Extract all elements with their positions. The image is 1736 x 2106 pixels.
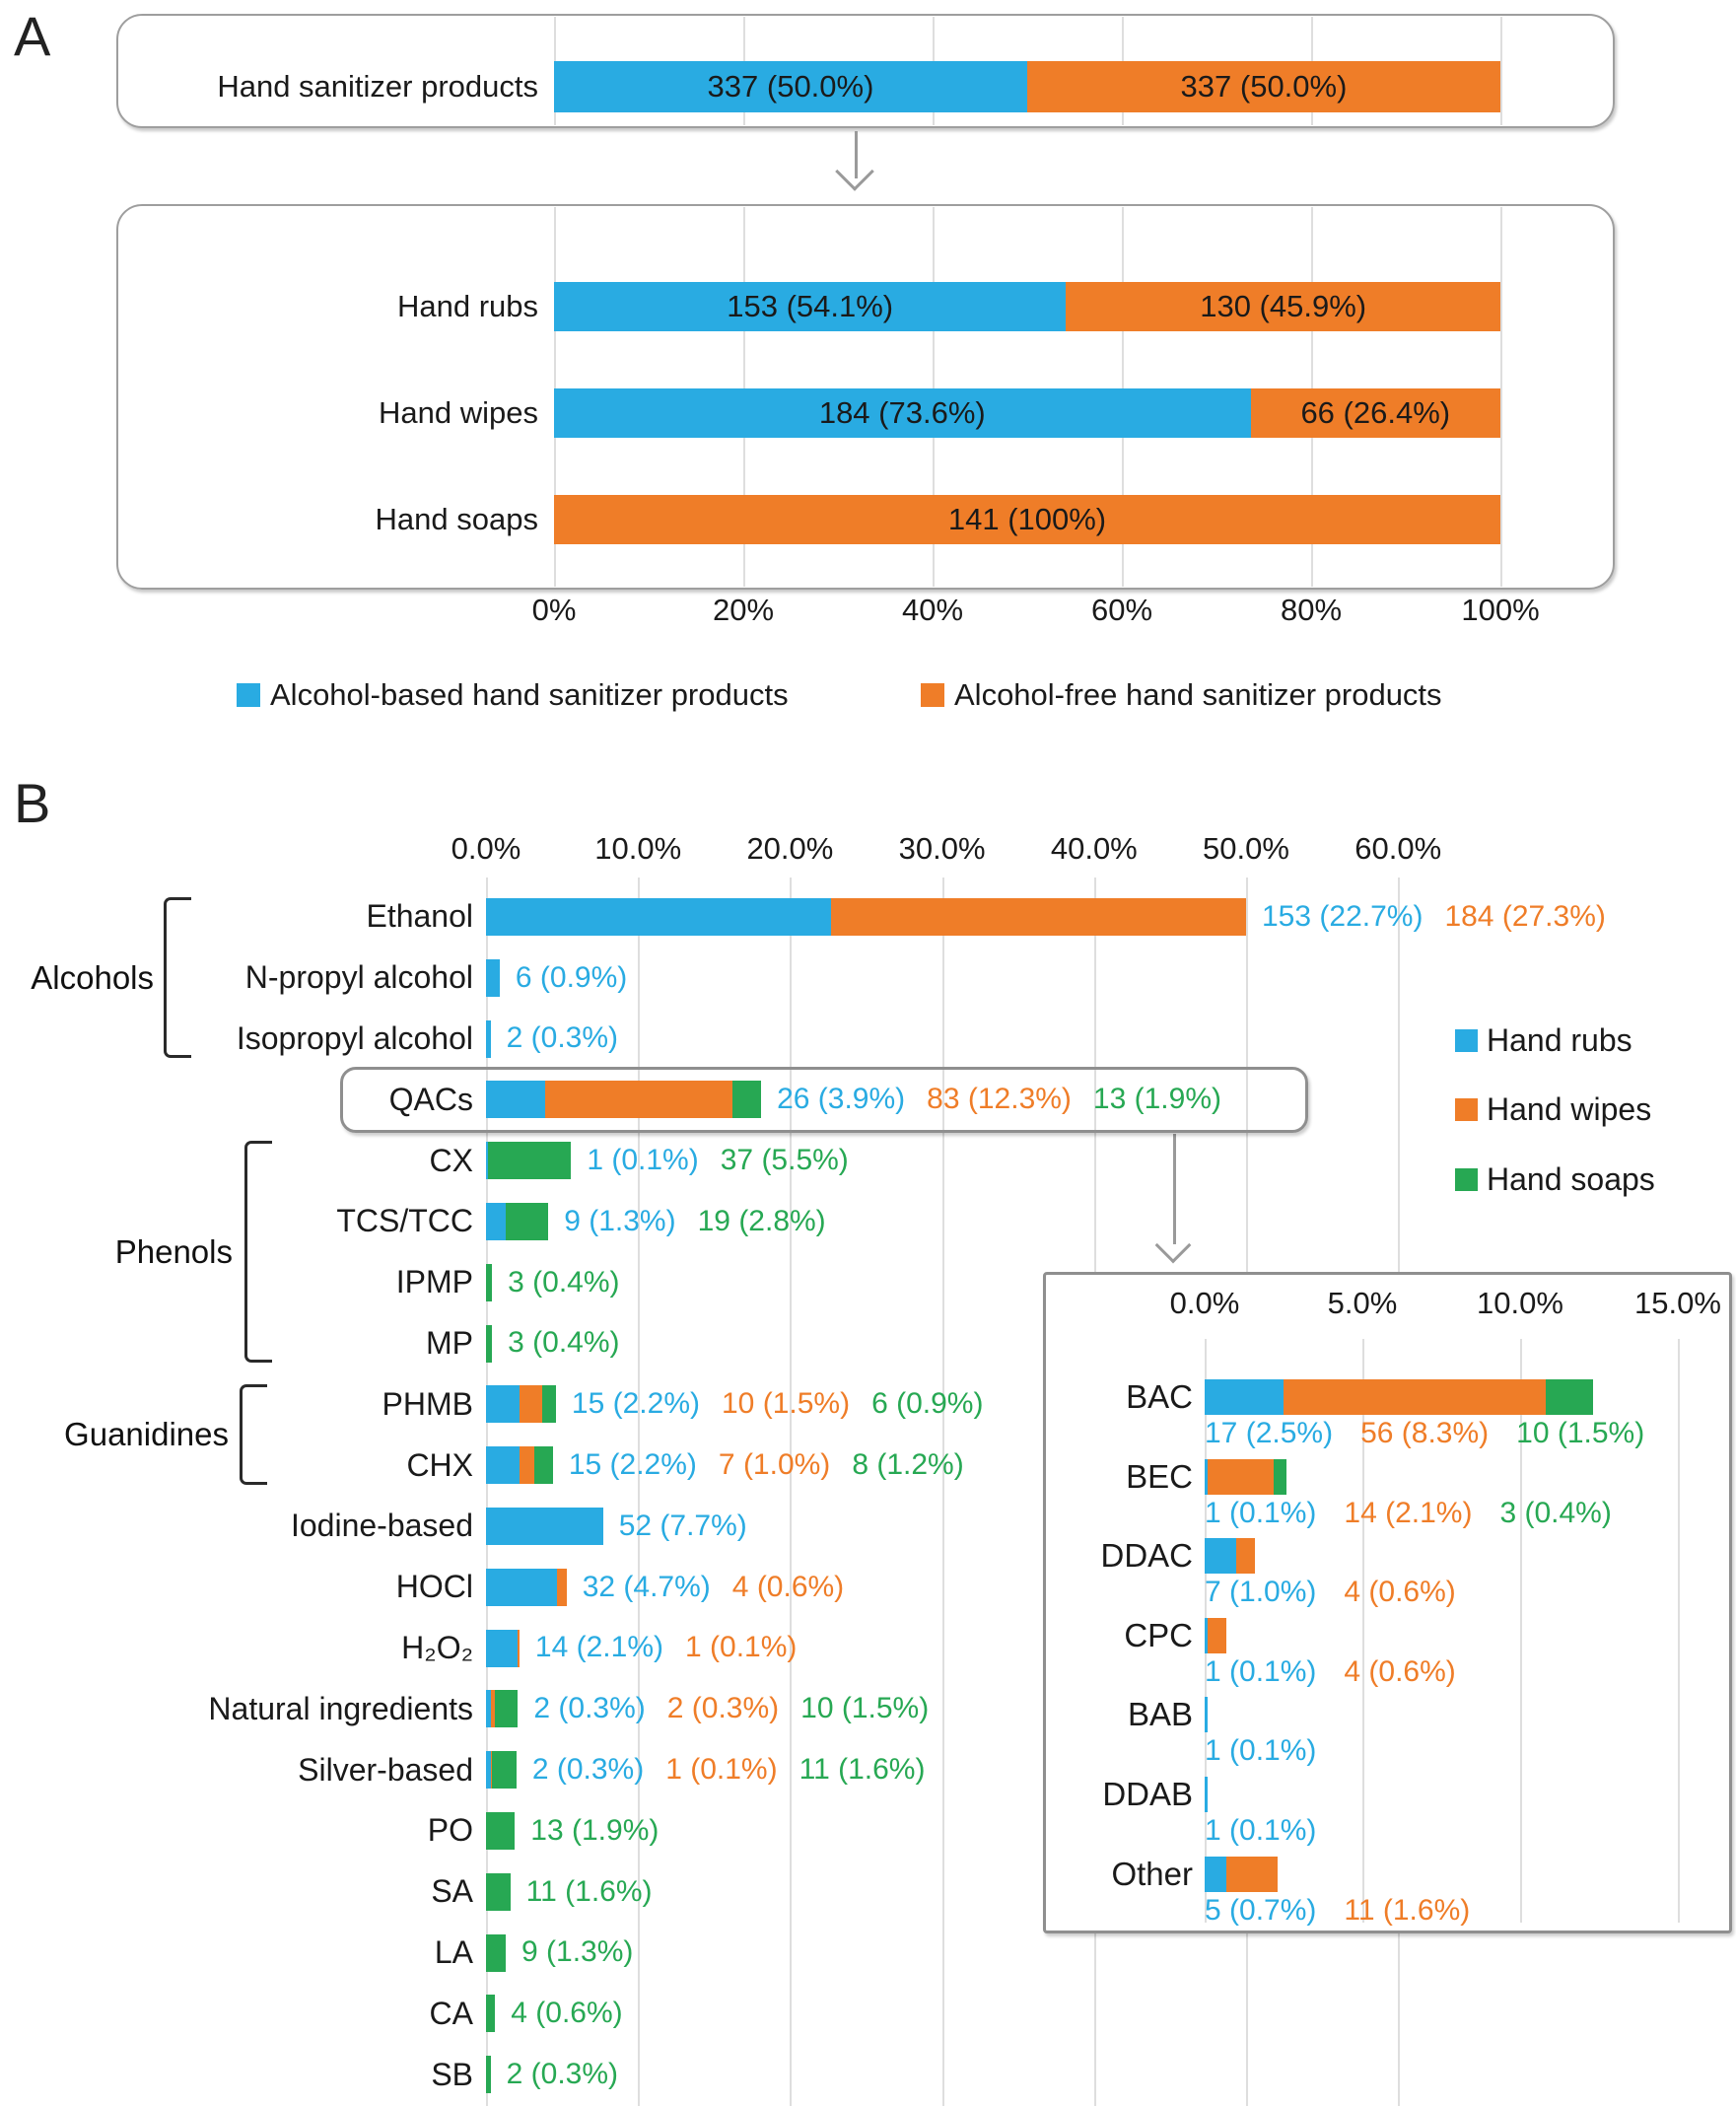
axis-tick-panel-b-40-0: 40.0% <box>1050 831 1138 866</box>
inset-value-label-other-hand-rubs: 5 (0.7%) <box>1205 1893 1317 1927</box>
value-label-sb-hand-soaps: 2 (0.3%) <box>506 2058 619 2091</box>
group-bracket-phenols <box>244 1141 272 1363</box>
bar-row-la <box>486 1934 508 1972</box>
bar-segment-h-o-hand-rubs <box>486 1630 518 1667</box>
value-labels-n-propyl-alcohol <box>516 948 627 1009</box>
arrow-a-head <box>835 152 874 191</box>
inset-value-labels-bec <box>1205 1497 1612 1530</box>
value-labels-ethanol <box>1262 886 1606 948</box>
row-label-sa: SA <box>431 1873 473 1910</box>
bar-row-hocl <box>486 1569 569 1606</box>
inset-row-label-cpc: CPC <box>1124 1616 1193 1653</box>
inset-value-label-bec-hand-wipes: 14 (2.1%) <box>1344 1496 1473 1529</box>
inset-value-label-ddac-hand-rubs: 7 (1.0%) <box>1205 1576 1317 1609</box>
axis-tick-panel-b-0-0: 0.0% <box>451 831 521 866</box>
bar-segment-hocl-hand-rubs <box>486 1569 557 1606</box>
row-label-tcs-tcc: TCS/TCC <box>336 1203 473 1239</box>
value-label-natural-ingredients-hand-soaps: 10 (1.5%) <box>800 1692 930 1725</box>
bar-segment-hand-sanitizer-products-alcohol-based-hand-sanitizer-products: 337 (50.0%) <box>554 61 1027 112</box>
bar-row-isopropyl-alcohol <box>486 1020 493 1058</box>
bar-row-tcs-tcc <box>486 1203 550 1240</box>
bar-segment-n-propyl-alcohol-hand-rubs <box>486 959 500 997</box>
row-label-ethanol: Ethanol <box>366 898 473 935</box>
value-label-mp-hand-soaps: 3 (0.4%) <box>508 1326 620 1360</box>
axis-tick-panel-b-10-0: 10.0% <box>594 831 682 866</box>
legend-item-hand-rubs <box>1455 1021 1632 1058</box>
row-label-cx: CX <box>429 1142 473 1178</box>
value-label-chx-hand-wipes: 7 (1.0%) <box>718 1448 831 1482</box>
bar-segment-silver-based-hand-soaps <box>492 1751 517 1789</box>
value-label-n-propyl-alcohol-hand-rubs: 6 (0.9%) <box>515 960 628 994</box>
bar-row-mp <box>486 1325 494 1363</box>
row-label-hand-wipes: Hand wipes <box>379 395 538 430</box>
inset-value-label-ddac-hand-wipes: 4 (0.6%) <box>1344 1576 1456 1609</box>
bar-segment-sa-hand-soaps <box>486 1873 511 1911</box>
group-bracket-alcohols <box>164 897 191 1058</box>
axis-tick-panel-a-40: 40% <box>901 593 964 627</box>
row-label-n-propyl-alcohol: N-propyl alcohol <box>244 959 473 996</box>
value-labels-po <box>530 1800 659 1861</box>
inset-bar-segment-other-hand-rubs <box>1205 1857 1226 1892</box>
bar-segment-isopropyl-alcohol-hand-rubs <box>486 1020 491 1058</box>
panel-a-label: A <box>14 5 51 67</box>
bar-row-h-o <box>486 1630 521 1667</box>
inset-bar-row-bab <box>1205 1697 1210 1732</box>
bar-segment-phmb-hand-rubs <box>486 1385 520 1423</box>
axis-tick-panel-a-80: 80% <box>1280 593 1343 627</box>
bar-segment-ethanol-hand-wipes <box>831 898 1246 936</box>
bar-segment-ipmp-hand-soaps <box>486 1264 492 1301</box>
gridline-inset-15 <box>1678 1339 1680 1923</box>
value-labels-sb <box>507 2044 618 2105</box>
value-label-natural-ingredients-hand-rubs: 2 (0.3%) <box>533 1692 646 1725</box>
qacs-highlight-box <box>340 1067 1308 1133</box>
row-label-iodine-based: Iodine-based <box>290 1508 473 1544</box>
bar-segment-phmb-hand-wipes <box>520 1385 542 1423</box>
legend-item-hand-wipes <box>1455 1091 1652 1127</box>
axis-tick-inset-10-0: 10.0% <box>1477 1286 1563 1320</box>
value-label-hocl-hand-rubs: 32 (4.7%) <box>582 1570 711 1603</box>
value-labels-natural-ingredients <box>533 1678 929 1739</box>
legend-swatch-hand-rubs <box>1455 1029 1478 1052</box>
legend-label: Hand rubs <box>1487 1021 1632 1058</box>
inset-row-label-bec: BEC <box>1126 1457 1193 1495</box>
row-label-h-o: H₂O₂ <box>401 1629 473 1665</box>
row-label-po: PO <box>427 1812 473 1849</box>
legend-swatch-hand-soaps <box>1455 1168 1478 1191</box>
value-label-tcs-tcc-hand-soaps: 19 (2.8%) <box>697 1204 826 1237</box>
bar-segment-hand-rubs-alcohol-based-hand-sanitizer-products: 153 (54.1%) <box>554 282 1066 331</box>
inset-row-label-other: Other <box>1111 1855 1193 1892</box>
value-label-chx-hand-soaps: 8 (1.2%) <box>852 1448 964 1482</box>
bar-row-cx <box>486 1142 573 1179</box>
value-labels-sa <box>526 1861 653 1923</box>
value-label-natural-ingredients-hand-wipes: 2 (0.3%) <box>666 1692 780 1725</box>
inset-value-label-bab-hand-rubs: 1 (0.1%) <box>1205 1734 1317 1768</box>
axis-tick-panel-a-0: 0% <box>531 593 577 627</box>
bar-segment-hand-wipes-alcohol-based-hand-sanitizer-products: 184 (73.6%) <box>554 388 1251 438</box>
inset-bar-row-other <box>1205 1857 1280 1892</box>
row-label-mp: MP <box>426 1324 473 1361</box>
bar-row-natural-ingredients <box>486 1690 520 1727</box>
inset-row-label-ddac: DDAC <box>1100 1537 1193 1575</box>
legend-label: Alcohol-based hand sanitizer products <box>270 677 789 712</box>
inset-value-label-bac-hand-wipes: 56 (8.3%) <box>1360 1417 1490 1449</box>
row-label-phmb: PHMB <box>382 1385 473 1422</box>
gridline-panel-a-box1-100 <box>1500 17 1502 125</box>
legend-swatch-alcohol-free-hand-sanitizer-products <box>921 683 944 707</box>
value-label-qacs-hand-rubs: 26 (3.9%) <box>777 1083 906 1116</box>
bar-segment-mp-hand-soaps <box>486 1325 492 1363</box>
value-label-qacs-hand-wipes: 83 (12.3%) <box>927 1083 1072 1116</box>
row-label-silver-based: Silver-based <box>298 1751 473 1788</box>
value-label-cx-hand-rubs: 1 (0.1%) <box>587 1144 699 1177</box>
value-label-silver-based-hand-rubs: 2 (0.3%) <box>531 1753 645 1787</box>
bar-row-sb <box>486 2056 493 2093</box>
inset-bar-row-ddab <box>1205 1777 1210 1812</box>
gridline-panel-b-0 <box>486 878 488 2106</box>
bar-segment-hocl-hand-wipes <box>557 1569 566 1606</box>
row-label-hand-sanitizer-products: Hand sanitizer products <box>217 69 538 104</box>
qacs-connector-arrow-head <box>1155 1228 1192 1264</box>
bar-segment-iodine-based-hand-rubs <box>486 1508 603 1545</box>
bar-segment-natural-ingredients-hand-soaps <box>495 1690 518 1727</box>
inset-value-labels-other <box>1205 1894 1470 1928</box>
bar-segment-ethanol-hand-rubs <box>486 898 831 936</box>
inset-bar-segment-bab-hand-rubs <box>1205 1697 1208 1732</box>
value-labels-iodine-based <box>619 1496 747 1557</box>
axis-tick-panel-b-30-0: 30.0% <box>898 831 986 866</box>
bar-segment-ca-hand-soaps <box>486 1995 495 2032</box>
value-label-sa-hand-soaps: 11 (1.6%) <box>525 1874 653 1908</box>
value-label-h-o-hand-wipes: 1 (0.1%) <box>685 1631 798 1664</box>
value-labels-la <box>521 1923 633 1984</box>
bar-segment-chx-hand-rubs <box>486 1446 520 1484</box>
inset-row-label-bab: BAB <box>1127 1696 1193 1733</box>
value-label-cx-hand-soaps: 37 (5.5%) <box>720 1144 849 1177</box>
bar-segment-po-hand-soaps <box>486 1812 515 1850</box>
inset-bar-row-ddac <box>1205 1538 1257 1574</box>
value-labels-chx <box>569 1435 964 1496</box>
bar-segment-hand-rubs-alcohol-free-hand-sanitizer-products: 130 (45.9%) <box>1066 282 1500 331</box>
legend-label: Alcohol-free hand sanitizer products <box>954 677 1442 712</box>
value-labels-ipmp <box>508 1252 619 1313</box>
legend-label: Hand wipes <box>1487 1091 1652 1127</box>
bar-segment-la-hand-soaps <box>486 1934 506 1972</box>
axis-tick-panel-b-50-0: 50.0% <box>1203 831 1289 866</box>
legend-item-hand-soaps <box>1455 1160 1655 1197</box>
value-labels-silver-based <box>532 1739 926 1800</box>
value-label-phmb-hand-soaps: 6 (0.9%) <box>871 1387 984 1421</box>
bar-segment-hand-wipes-alcohol-free-hand-sanitizer-products: 66 (26.4%) <box>1251 388 1500 438</box>
inset-value-labels-bac <box>1205 1417 1644 1450</box>
inset-value-label-ddab-hand-rubs: 1 (0.1%) <box>1205 1814 1317 1847</box>
legend-label: Hand soaps <box>1487 1160 1655 1197</box>
axis-tick-panel-b-60-0: 60.0% <box>1354 831 1442 866</box>
bar-row-iodine-based <box>486 1508 605 1545</box>
bar-segment-cx-hand-soaps <box>488 1142 572 1179</box>
row-label-isopropyl-alcohol: Isopropyl alcohol <box>236 1019 473 1056</box>
bar-row-hand-sanitizer-products <box>554 61 1500 112</box>
axis-tick-panel-a-20: 20% <box>712 593 775 627</box>
bar-row-chx <box>486 1446 555 1484</box>
value-labels-hocl <box>583 1557 844 1618</box>
bar-segment-chx-hand-soaps <box>534 1446 553 1484</box>
inset-bar-segment-other-hand-wipes <box>1226 1857 1277 1892</box>
value-label-ipmp-hand-soaps: 3 (0.4%) <box>508 1265 620 1299</box>
inset-bar-segment-bac-hand-soaps <box>1546 1379 1593 1415</box>
value-label-ethanol-hand-wipes: 184 (27.3%) <box>1444 899 1606 933</box>
inset-bar-row-bec <box>1205 1459 1288 1495</box>
row-label-qacs: QACs <box>388 1081 473 1117</box>
bar-segment-sb-hand-soaps <box>486 2056 491 2093</box>
inset-bar-row-cpc <box>1205 1618 1228 1653</box>
row-label-natural-ingredients: Natural ingredients <box>208 1690 473 1726</box>
value-label-po-hand-soaps: 13 (1.9%) <box>530 1813 660 1847</box>
group-label-alcohols: Alcohols <box>31 958 154 996</box>
value-label-chx-hand-rubs: 15 (2.2%) <box>568 1448 697 1482</box>
inset-bar-segment-bec-hand-soaps <box>1274 1459 1286 1495</box>
inset-value-labels-ddab <box>1205 1814 1316 1848</box>
value-label-isopropyl-alcohol-hand-rubs: 2 (0.3%) <box>506 1021 619 1055</box>
value-labels-cx <box>587 1130 848 1191</box>
value-label-la-hand-soaps: 9 (1.3%) <box>521 1935 634 1969</box>
gridline-panel-a-box2-100 <box>1500 207 1502 587</box>
value-labels-phmb <box>572 1373 984 1435</box>
value-label-ca-hand-soaps: 4 (0.6%) <box>511 1997 623 2030</box>
bar-segment-tcs-tcc-hand-soaps <box>506 1203 548 1240</box>
value-label-iodine-based-hand-rubs: 52 (7.7%) <box>618 1509 747 1542</box>
inset-value-label-cpc-hand-wipes: 4 (0.6%) <box>1344 1654 1456 1688</box>
inset-value-labels-ddac <box>1205 1576 1456 1609</box>
axis-tick-inset-5-0: 5.0% <box>1327 1286 1398 1320</box>
axis-tick-panel-a-60: 60% <box>1090 593 1153 627</box>
bar-row-n-propyl-alcohol <box>486 959 502 997</box>
bar-segment-phmb-hand-soaps <box>542 1385 556 1423</box>
axis-tick-inset-15-0: 15.0% <box>1634 1286 1721 1320</box>
bar-row-ca <box>486 1995 497 2032</box>
inset-row-label-bac: BAC <box>1126 1378 1193 1415</box>
inset-bar-segment-bac-hand-wipes <box>1284 1379 1546 1415</box>
bar-segment-hand-soaps-alcohol-free-hand-sanitizer-products: 141 (100%) <box>554 495 1500 544</box>
group-bracket-guanidines <box>240 1384 267 1485</box>
bar-segment-chx-hand-wipes <box>520 1446 534 1484</box>
inset-bar-segment-ddac-hand-rubs <box>1205 1538 1236 1574</box>
value-label-silver-based-hand-soaps: 11 (1.6%) <box>799 1753 926 1787</box>
value-labels-isopropyl-alcohol <box>507 1009 618 1070</box>
inset-value-label-bac-hand-soaps: 10 (1.5%) <box>1516 1417 1645 1449</box>
legend-swatch-hand-wipes <box>1455 1098 1478 1121</box>
panel-b-label: B <box>14 772 51 834</box>
value-labels-tcs-tcc <box>564 1191 825 1252</box>
group-label-phenols: Phenols <box>114 1232 233 1270</box>
inset-bar-segment-cpc-hand-wipes <box>1208 1618 1226 1653</box>
value-label-tcs-tcc-hand-rubs: 9 (1.3%) <box>564 1204 676 1237</box>
value-labels-mp <box>508 1313 619 1374</box>
bar-row-phmb <box>486 1385 558 1423</box>
bar-segment-tcs-tcc-hand-rubs <box>486 1203 506 1240</box>
bar-row-sa <box>486 1873 513 1911</box>
value-labels-h-o <box>535 1618 797 1679</box>
row-label-hand-rubs: Hand rubs <box>396 289 538 323</box>
row-label-hand-soaps: Hand soaps <box>375 502 538 536</box>
legend-swatch-alcohol-based-hand-sanitizer-products <box>237 683 260 707</box>
value-labels-ca <box>511 1983 622 2044</box>
inset-value-label-other-hand-wipes: 11 (1.6%) <box>1344 1893 1471 1927</box>
inset-bar-segment-ddab-hand-rubs <box>1205 1777 1208 1812</box>
row-label-chx: CHX <box>406 1446 473 1483</box>
row-label-ipmp: IPMP <box>395 1264 473 1300</box>
inset-value-label-bec-hand-soaps: 3 (0.4%) <box>1499 1496 1612 1529</box>
group-label-guanidines: Guanidines <box>64 1416 229 1453</box>
value-label-silver-based-hand-wipes: 1 (0.1%) <box>665 1753 778 1787</box>
row-label-ca: CA <box>429 1995 473 2031</box>
inset-value-labels-bab <box>1205 1734 1316 1768</box>
axis-tick-panel-a-100: 100% <box>1461 593 1540 627</box>
row-label-sb: SB <box>431 2056 473 2092</box>
axis-tick-panel-b-20-0: 20.0% <box>746 831 834 866</box>
value-label-ethanol-hand-rubs: 153 (22.7%) <box>1262 899 1424 933</box>
inset-bar-segment-ddac-hand-wipes <box>1236 1538 1255 1574</box>
inset-value-label-bac-hand-rubs: 17 (2.5%) <box>1205 1417 1334 1449</box>
inset-bar-segment-bec-hand-wipes <box>1208 1459 1274 1495</box>
bar-segment-h-o-hand-wipes <box>518 1630 520 1667</box>
inset-bar-row-bac <box>1205 1379 1595 1415</box>
value-label-qacs-hand-soaps: 13 (1.9%) <box>1092 1083 1221 1116</box>
bar-row-hand-soaps <box>554 495 1500 544</box>
bar-row-po <box>486 1812 517 1850</box>
inset-row-label-ddab: DDAB <box>1102 1776 1193 1812</box>
inset-value-labels-cpc <box>1205 1655 1456 1689</box>
inset-bar-segment-bac-hand-rubs <box>1205 1379 1284 1415</box>
value-label-phmb-hand-wipes: 10 (1.5%) <box>722 1387 851 1421</box>
inset-value-label-bec-hand-rubs: 1 (0.1%) <box>1205 1496 1317 1529</box>
row-label-hocl: HOCl <box>395 1569 473 1605</box>
value-label-phmb-hand-rubs: 15 (2.2%) <box>571 1387 700 1421</box>
legend-item-alcohol-based-hand-sanitizer-products <box>237 678 789 712</box>
axis-tick-inset-0-0: 0.0% <box>1169 1286 1240 1320</box>
value-label-h-o-hand-rubs: 14 (2.1%) <box>534 1631 663 1664</box>
bar-segment-hand-sanitizer-products-alcohol-free-hand-sanitizer-products: 337 (50.0%) <box>1027 61 1500 112</box>
bar-row-hand-wipes <box>554 388 1500 438</box>
bar-row-hand-rubs <box>554 282 1500 331</box>
row-label-la: LA <box>434 1933 473 1970</box>
value-label-hocl-hand-wipes: 4 (0.6%) <box>731 1570 845 1603</box>
bar-row-ipmp <box>486 1264 494 1301</box>
legend-item-alcohol-free-hand-sanitizer-products <box>921 678 1442 712</box>
inset-value-label-cpc-hand-rubs: 1 (0.1%) <box>1205 1654 1317 1688</box>
bar-row-silver-based <box>486 1751 519 1789</box>
bar-row-ethanol <box>486 898 1248 936</box>
